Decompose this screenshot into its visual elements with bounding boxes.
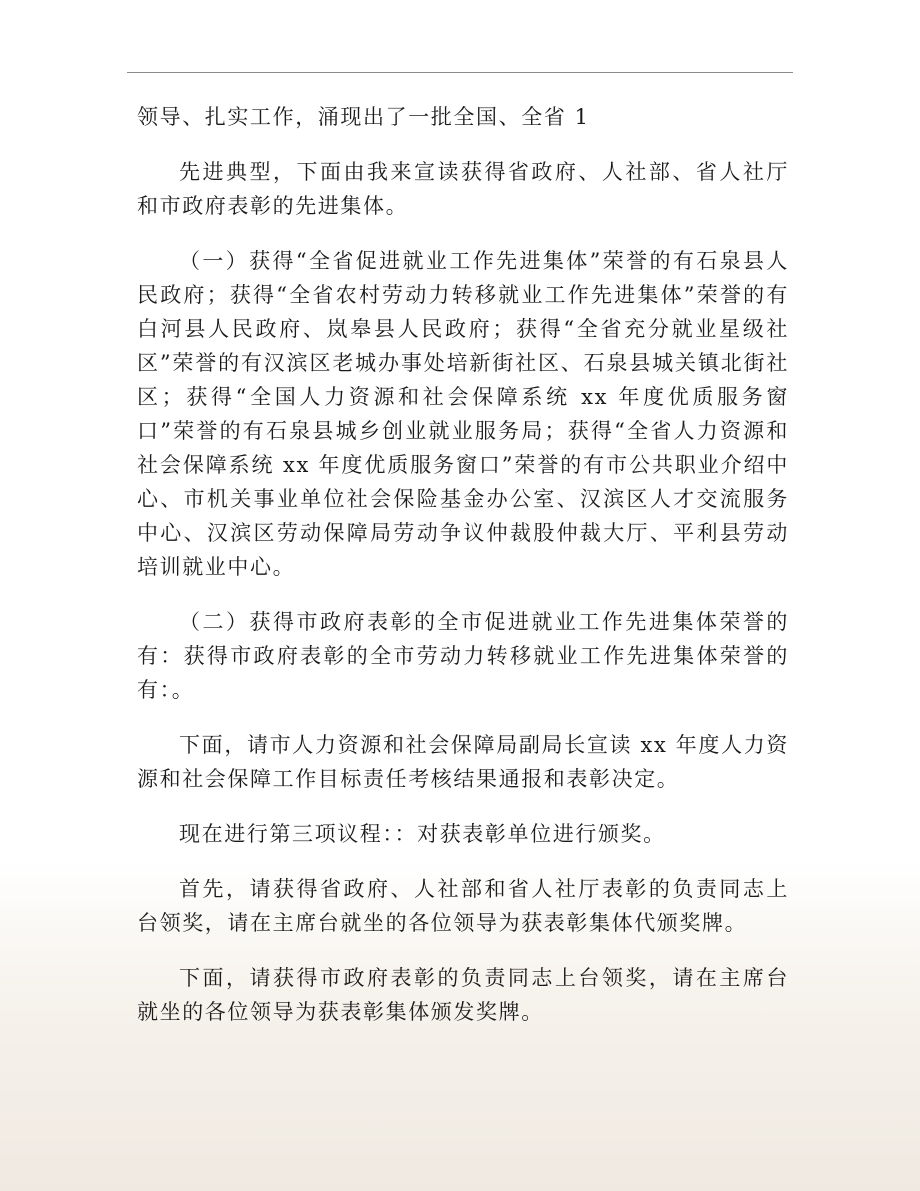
paragraph-7: 首先，请获得省政府、人社部和省人社厅表彰的负责同志上台领奖，请在主席台就坐的各位领导为获表彰集体代颁奖牌。 xyxy=(137,877,789,935)
paragraph-5: 下面，请市人力资源和社会保障局副局长宣读 xx 年度人力资源和社会保障工作目标责任考核结果通报和表彰决定。 xyxy=(137,733,789,791)
header-rule xyxy=(127,72,793,73)
paragraph-6: 现在进行第三项议程：：对获表彰单位进行颁奖。 xyxy=(179,822,666,846)
paragraph-4: （二）获得市政府表彰的全市促进就业工作先进集体荣誉的有：获得市政府表彰的全市劳动力转移就业工作先进集体荣誉的有：。 xyxy=(137,610,789,702)
paragraph-1: 领导、扎实工作，涌现出了一批全国、全省 1 xyxy=(137,105,590,129)
document-body xyxy=(137,100,789,1050)
paragraph-3: （一）获得“全省促进就业工作先进集体”荣誉的有石泉县人民政府；获得“全省农村劳动力转移就业工作先进集体”荣誉的有白河县人民政府、岚皋县人民政府；获得“全省充分就业星级社区”荣誉的有汉滨区老城办事处培新街社区、石泉县城关镇北街社区；获得“全国人力资源和社会保障系统 xx 年度优质服务窗口”荣誉的有石泉县城乡创业就业服务局；获得“全省人力资源和社会保障系统 xx 年度优质服务窗口”荣誉的有市公共职业介绍中心、市机关事业单位社会保险基金办公室、汉滨区人才交流服务中心、汉滨区劳动保障局劳动争议仲裁股仲裁大厅、平利县劳动培训就业中心。 xyxy=(137,249,789,579)
paragraph-8: 下面，请获得市政府表彰的负责同志上台领奖，请在主席台就坐的各位领导为获表彰集体颁发奖牌。 xyxy=(137,966,789,1024)
paragraph-2: 先进典型，下面由我来宣读获得省政府、人社部、省人社厅和市政府表彰的先进集体。 xyxy=(137,160,789,218)
